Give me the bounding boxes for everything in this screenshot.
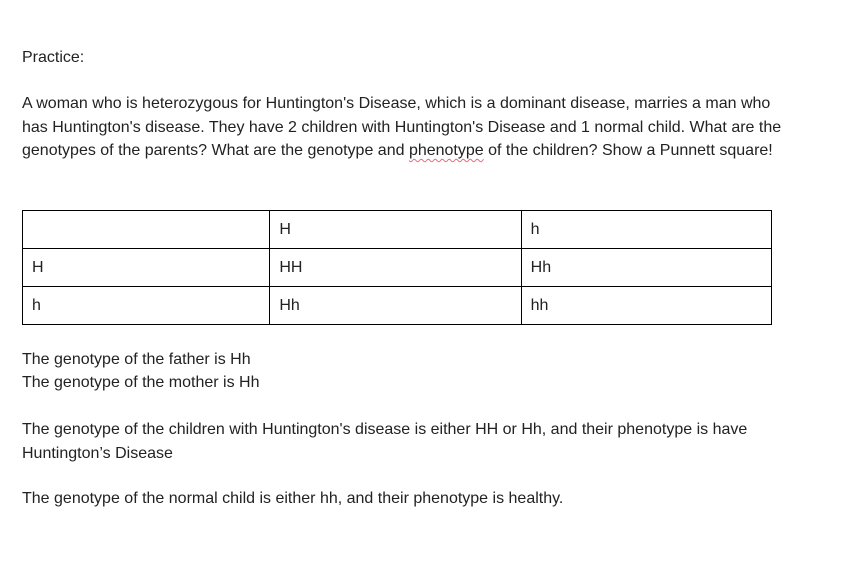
table-cell-header-allele-2[interactable]: h (521, 211, 771, 249)
table-cell-header-allele-1[interactable]: H (270, 211, 521, 249)
practice-heading: Practice: (22, 49, 85, 66)
table-cell[interactable]: hh (521, 287, 771, 325)
table-cell[interactable]: Hh (270, 287, 521, 325)
question-text-start: A woman who is heterozygous for Huntington's Disease, which is a dominant disease, marries a man who has Huntington's disease. They have 2 children with Huntington's Disease and 1 normal child. What are the genotypes of the parents? What are the genotype and (22, 95, 782, 159)
table-cell-corner[interactable] (23, 211, 270, 249)
table-row (23, 249, 772, 287)
table-cell[interactable]: HH (270, 249, 521, 287)
punnett-square-table (22, 210, 772, 325)
normal-child-answer: The genotype of the normal child is either hh, and their phenotype is healthy. (22, 490, 564, 507)
table-row (23, 287, 772, 325)
question-paragraph (22, 92, 782, 163)
table-cell[interactable]: Hh (521, 249, 771, 287)
affected-children-answer: The genotype of the children with Huntington's disease is either HH or Hh, and their phenotype is have Huntington’s Disease (22, 421, 748, 462)
table-row-header (23, 211, 772, 249)
spellcheck-flagged-word[interactable]: phenotype (408, 142, 484, 159)
table-cell-row-allele[interactable]: h (23, 287, 270, 325)
question-text-end: of the children? Show a Punnett square! (483, 142, 773, 159)
mother-genotype-answer: The genotype of the mother is Hh (22, 374, 260, 391)
table-cell-row-allele[interactable]: H (23, 249, 270, 287)
father-genotype-answer: The genotype of the father is Hh (22, 351, 251, 368)
